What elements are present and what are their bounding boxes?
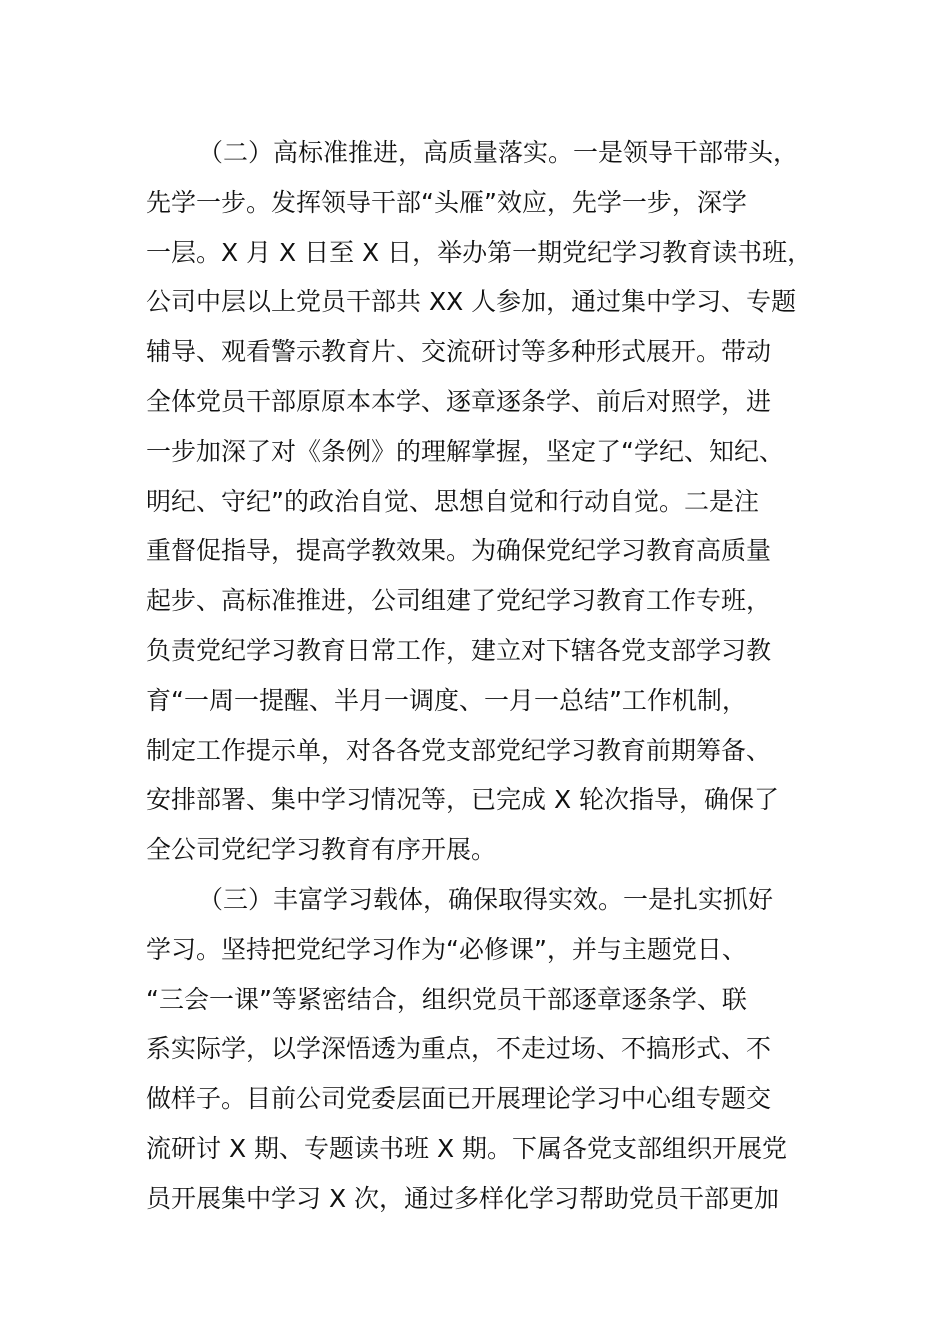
paragraph-3-line-5: 做样子。目前公司党委层面已开展理论学习中心组专题交	[146, 1084, 772, 1114]
paragraph-3-line-7: 员开展集中学习 X 次，通过多样化学习帮助党员干部更加	[146, 1183, 780, 1213]
paragraph-2-line-8: 明纪、守纪”的政治自觉、思想自觉和行动自觉。二是注	[146, 486, 759, 516]
paragraph-2-line-7: 一步加深了对《条例》的理解掌握，坚定了“学纪、知纪、	[146, 436, 784, 466]
paragraph-2-line-1: （二）高标准推进，高质量落实。一是领导干部带头，	[198, 138, 799, 167]
paragraph-3-line-6: 流研讨 X 期、专题读书班 X 期。下属各党支部组织开展党	[146, 1133, 788, 1163]
paragraph-2-line-13: 制定工作提示单，对各各党支部党纪学习教育前期筹备、	[146, 735, 772, 765]
paragraph-2-line-5: 辅导、观看警示教育片、交流研讨等多种形式展开。带动	[146, 337, 772, 367]
paragraph-2-line-6: 全体党员干部原原本本学、逐章逐条学、前后对照学，进	[146, 386, 772, 416]
paragraph-2-line-4: 公司中层以上党员干部共 XX 人参加，通过集中学习、专题	[146, 287, 797, 317]
document-body	[146, 128, 813, 1224]
paragraph-2-line-14: 安排部署、集中学习情况等，已完成 X 轮次指导，确保了	[146, 785, 780, 815]
paragraph-2-line-15: 全公司党纪学习教育有序开展。	[146, 835, 497, 865]
paragraph-2-line-12: 育“一周一提醒、半月一调度、一月一总结”工作机制，	[146, 685, 747, 715]
paragraph-3-line-1: （三）丰富学习载体，确保取得实效。一是扎实抓好	[198, 884, 774, 914]
paragraph-3-line-2: 学习。坚持把党纪学习作为“必修课”，并与主题党日、	[146, 934, 747, 964]
paragraph-3-line-4: 系实际学，以学深悟透为重点，不走过场、不搞形式、不	[146, 1034, 772, 1064]
paragraph-2-line-9: 重督促指导，提高学教效果。为确保党纪学习教育高质量	[146, 536, 772, 566]
paragraph-2-line-11: 负责党纪学习教育日常工作，建立对下辖各党支部学习教	[146, 635, 772, 665]
paragraph-3-line-3: “三会一课”等紧密结合，组织党员干部逐章逐条学、联	[146, 984, 747, 1014]
paragraph-2-line-3: 一层。X 月 X 日至 X 日，举办第一期党纪学习教育读书班，	[146, 237, 813, 267]
paragraph-2-line-10: 起步、高标准推进，公司组建了党纪学习教育工作专班，	[146, 586, 772, 616]
paragraph-2-line-2: 先学一步。发挥领导干部“头雁”效应，先学一步，深学	[146, 187, 747, 217]
